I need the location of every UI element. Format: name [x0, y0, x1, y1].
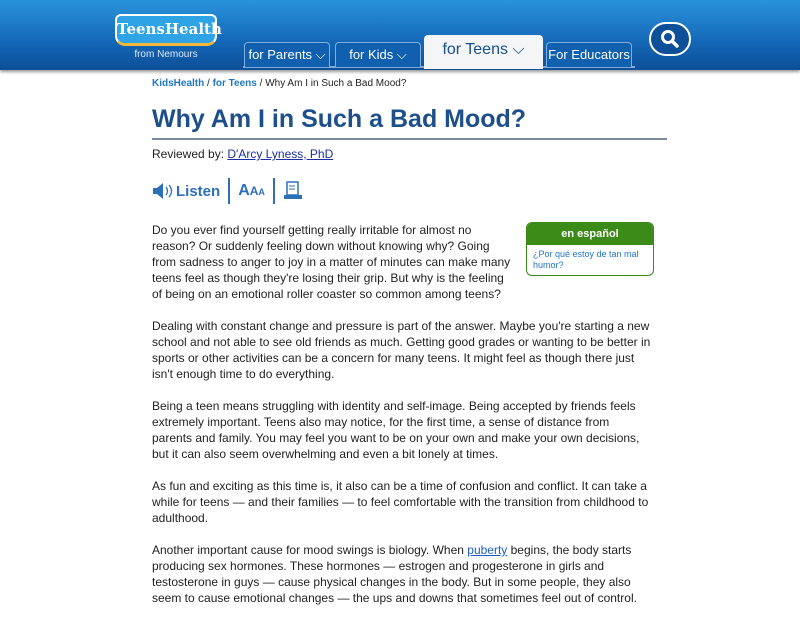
tab-for-kids[interactable]: for Kids ⌵ [335, 42, 421, 67]
text-size-large: A [238, 182, 250, 199]
listen-label: Listen [176, 182, 221, 200]
logo-text: TeensHealth [115, 14, 217, 46]
paragraph: Being a teen means struggling with identity and self-image. Being accepted by friends feels extremely important. Teens also may notice, for the first time, a sense of distance from parents and family. You may feel you want to be on your own and make your own decisions, but it can also seem overwhelming and even a bit lonely at times. [152, 399, 640, 461]
text-size-small: A [258, 187, 265, 197]
puberty-link[interactable]: puberty [467, 543, 508, 557]
toolbar-divider [228, 178, 230, 204]
spanish-header: en español [527, 223, 653, 245]
breadcrumb [152, 78, 667, 89]
search-button[interactable] [649, 22, 691, 56]
reviewed-label: Reviewed by: [152, 147, 228, 161]
spanish-version-box [526, 222, 654, 276]
paragraph: As fun and exciting as this time is, it also can be a time of confusion and conflict. It can take a while for teens — and their families — to feel comfortable with the transition from childhood to adulthood. [152, 479, 649, 525]
paragraph [152, 542, 652, 606]
article-toolbar [152, 178, 667, 204]
breadcrumb-kidshealth[interactable]: KidsHealth [152, 78, 205, 89]
teenshealth-logo[interactable] [115, 14, 222, 60]
speaker-icon [152, 182, 174, 200]
paragraph-text: Another important cause for mood swings is biology. When [152, 543, 468, 557]
breadcrumb-separator: / [204, 78, 213, 89]
reviewer-line [152, 147, 667, 161]
article [152, 78, 667, 622]
tab-for-parents[interactable]: for Parents ⌵ [244, 42, 330, 67]
search-icon [660, 29, 680, 49]
reviewer-link[interactable]: D'Arcy Lyness, PhD [227, 147, 334, 161]
site-header [0, 0, 800, 70]
paragraph: Do you ever find yourself getting really irritable for almost no reason? Or suddenly feeling down without knowing why? Going from sadness to anger to joy in a matter of minutes can make many teens feel as though they're losing their grip. But why is the feeling of being on an emotional roller coaster so common among teens? [152, 223, 511, 301]
paragraph: Dealing with constant change and pressure is part of the answer. Maybe you're starting a new school and not able to see old friends as much. Getting good grades or wanting to be better in sports or other activities can be a concern for many teens. It might feel as though there just isn't enough time to do everything. [152, 319, 651, 381]
paragraph-text: begins, the body starts producing sex hormones. These hormones — estrogen and progesterone in girls and testosterone in guys — cause physical changes in the body. But in some people, they also seem to cause emotional changes — the ups and downs that sometimes feel out of control. [152, 543, 637, 605]
tab-for-educators[interactable]: For Educators [546, 42, 632, 67]
listen-button[interactable] [152, 182, 220, 200]
spanish-link[interactable]: ¿Por qué estoy de tan mal humor? [533, 249, 639, 270]
logo-subtitle: from Nemours [134, 49, 198, 60]
page-title: Why Am I in Such a Bad Mood? [152, 105, 667, 140]
toolbar-divider [273, 178, 275, 204]
breadcrumb-separator: / [256, 78, 266, 89]
breadcrumb-for-teens[interactable]: for Teens [212, 78, 257, 89]
breadcrumb-current: Why Am I in Such a Bad Mood? [265, 78, 407, 89]
tab-for-teens[interactable]: for Teens ⌵ [424, 35, 543, 69]
print-icon[interactable] [283, 181, 303, 201]
article-body [152, 222, 652, 606]
text-size-button[interactable] [238, 182, 265, 200]
text-size-medium: A [249, 184, 259, 198]
